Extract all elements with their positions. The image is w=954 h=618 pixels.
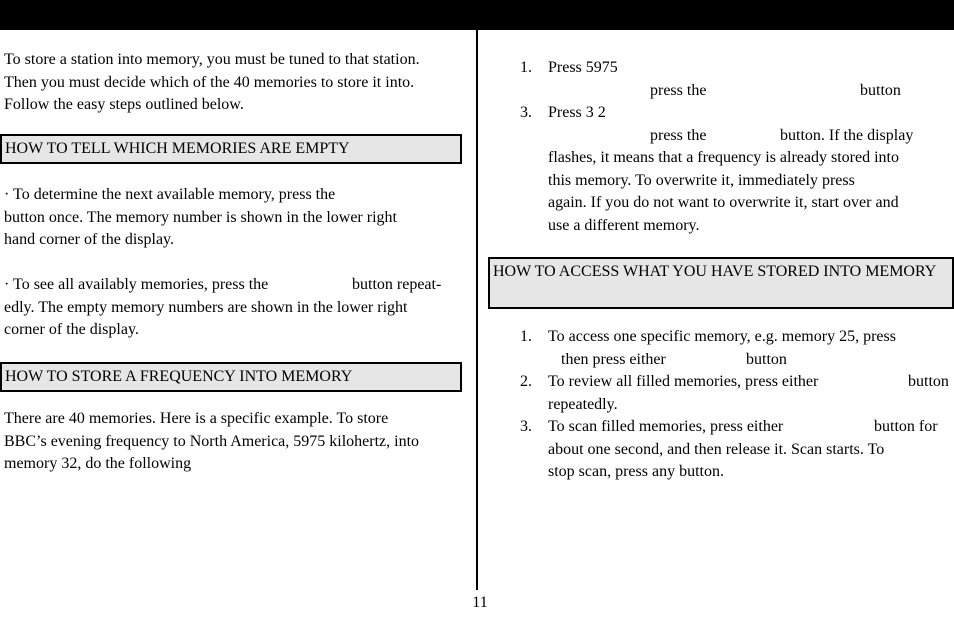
header-bar bbox=[0, 0, 954, 30]
section-heading-text: HOW TO TELL WHICH MEMORIES ARE EMPTY bbox=[5, 140, 350, 157]
section-heading-empty-memories bbox=[0, 134, 462, 164]
access-step-2-text: To review all filled memories, press either bbox=[548, 373, 819, 390]
access-step-3-line-3: stop scan, press any button. bbox=[548, 463, 724, 480]
section-heading-text: HOW TO STORE A FREQUENCY INTO MEMORY bbox=[5, 368, 353, 385]
section-heading-store-frequency bbox=[0, 362, 462, 392]
left-column bbox=[4, 49, 470, 589]
store-step-4-press-the: press the bbox=[650, 126, 707, 144]
column-divider bbox=[476, 30, 478, 590]
intro-line-2: Then you must decide which of the 40 memories to store it into. bbox=[4, 73, 415, 91]
section-heading-access-memory bbox=[488, 257, 954, 309]
empty-para2-line-3: corner of the display. bbox=[4, 321, 139, 338]
access-step-3-line-2: about one second, and then release it. Scan starts. To bbox=[548, 440, 885, 458]
right-column bbox=[490, 57, 954, 587]
store-step-4-line-3: this memory. To overwrite it, immediately press bbox=[548, 171, 855, 189]
store-step-1-text: Press 5975 bbox=[548, 59, 618, 76]
store-step-4-button-text: button. If the display bbox=[780, 126, 914, 144]
store-step-4-line-2: flashes, it means that a frequency is already stored into bbox=[548, 149, 899, 166]
empty-para1-line-1: · To determine the next available memory, press the bbox=[4, 186, 336, 203]
access-step-2-button: button bbox=[908, 373, 949, 390]
access-step-1-text: To access one specific memory, e.g. memory 25, press bbox=[548, 328, 896, 345]
access-step-2-number: 2. bbox=[520, 373, 532, 390]
store-para-line-2: BBC’s evening frequency to North America, 5975 kilohertz, into bbox=[4, 432, 420, 450]
empty-para2-line-1-end: button repeat- bbox=[352, 276, 442, 293]
store-para-line-1: There are 40 memories. Here is a specific example. To store bbox=[4, 410, 389, 427]
access-step-3-number: 3. bbox=[520, 418, 532, 435]
store-step-2-press-the: press the bbox=[650, 81, 707, 99]
empty-para1-line-2: button once. The memory number is shown in the lower right bbox=[4, 208, 397, 226]
intro-line-1: To store a station into memory, you must be tuned to that station. bbox=[4, 51, 420, 68]
access-step-3-button-for: button for bbox=[874, 418, 938, 435]
access-step-1-number: 1. bbox=[520, 328, 532, 345]
page-number: 11 bbox=[472, 594, 488, 611]
store-step-1-number: 1. bbox=[520, 59, 532, 76]
intro-line-3: Follow the easy steps outlined below. bbox=[4, 96, 244, 113]
empty-para2-line-2: edly. The empty memory numbers are shown in the lower right bbox=[4, 298, 408, 316]
access-step-3-text: To scan filled memories, press either bbox=[548, 418, 784, 435]
store-step-2-button: button bbox=[860, 81, 901, 99]
access-step-2-line-2: repeatedly. bbox=[548, 395, 618, 413]
access-step-1-button: button bbox=[746, 350, 787, 368]
store-step-4-line-4: again. If you do not want to overwrite it, start over and bbox=[548, 194, 899, 211]
empty-para2-line-1-start: · To see all availably memories, press the bbox=[4, 276, 269, 293]
section-heading-text: HOW TO ACCESS WHAT YOU HAVE STORED INTO MEMORY bbox=[493, 263, 937, 280]
store-step-4-line-5: use a different memory. bbox=[548, 216, 700, 234]
store-step-3-number: 3. bbox=[520, 104, 532, 121]
store-step-3-text: Press 3 2 bbox=[548, 104, 606, 121]
store-para-line-3: memory 32, do the following bbox=[4, 455, 192, 472]
access-step-1-then-press: then press either bbox=[561, 350, 666, 368]
empty-para1-line-3: hand corner of the display. bbox=[4, 231, 175, 248]
